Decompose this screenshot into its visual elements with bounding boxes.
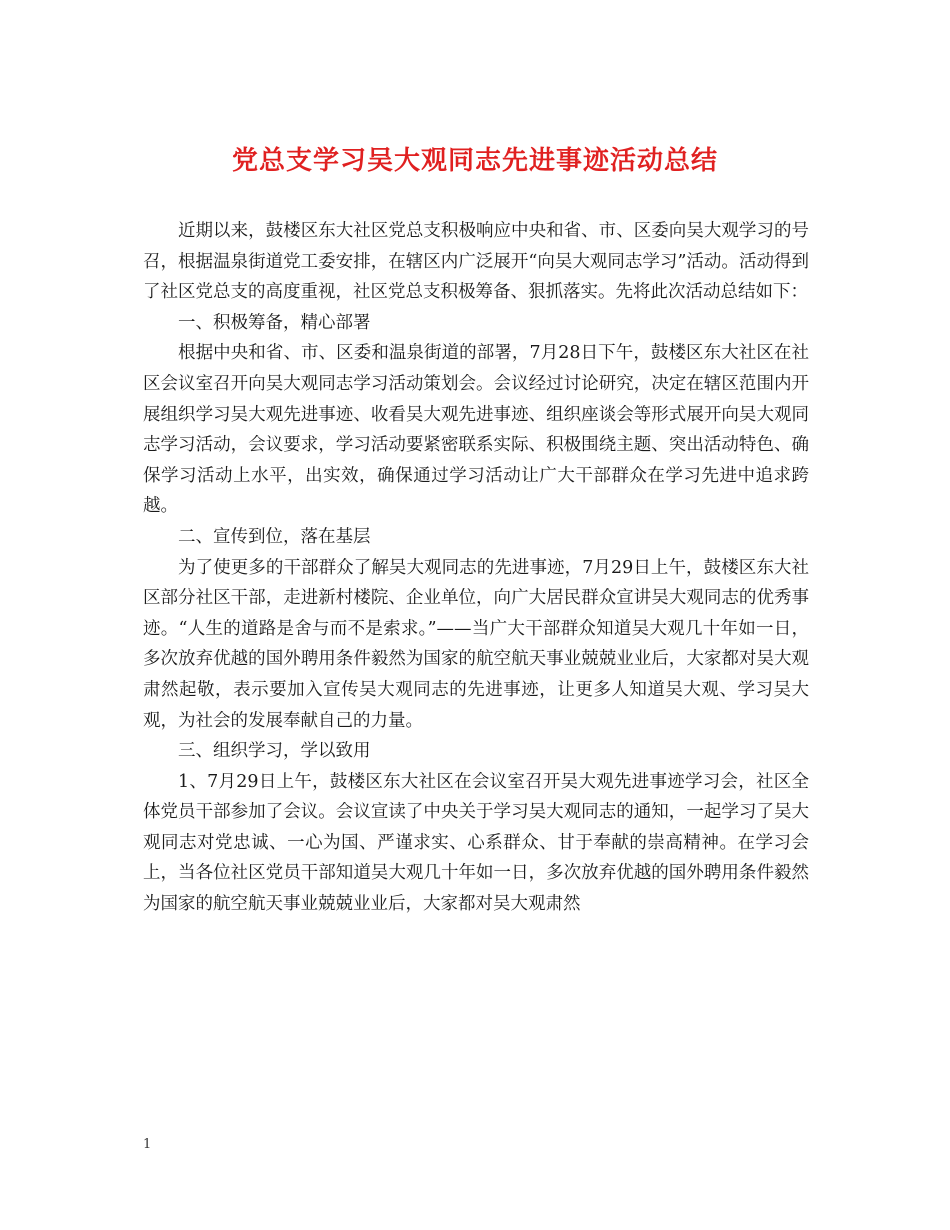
section-heading-1: 一、积极筹备，精心部署 — [178, 312, 371, 333]
document-body — [143, 216, 809, 920]
paragraph-section-2: 为了使更多的干部群众了解吴大观同志的先进事迹，7月29日上午，鼓楼区东大社区部分社区干部，走进新村楼院、企业单位，向广大居民群众宣讲吴大观同志的优秀事迹。“人生的道路是舍与而不是索求。”——当广大干部群众知道吴大观几十年如一日，多次放弃优越的国外聘用条件毅然为国家的航空航天事业兢兢业业后，大家都对吴大观肃然起敬，表示要加入宣传吴大观同志的先进事迹，让更多人知道吴大观、学习吴大观，为社会的发展奉献自己的力量。 — [143, 557, 809, 731]
document-title: 党总支学习吴大观同志先进事迹活动总结 — [231, 146, 718, 176]
paragraph-section-3: 1、7月29日上午，鼓楼区东大社区在会议室召开吴大观先进事迹学习会，社区全体党员干部参加了会议。会议宣读了中央关于学习吴大观同志的通知，一起学习了吴大观同志对党忠诚、一心为国、严谨求实、心系群众、甘于奉献的崇高精神。在学习会上，当各位社区党员干部知道吴大观几十年如一日，多次放弃优越的国外聘用条件毅然为国家的航空航天事业兢兢业业后，大家都对吴大观肃然 — [143, 771, 809, 915]
page-number: 1 — [143, 1137, 152, 1152]
paragraph-intro: 近期以来，鼓楼区东大社区党总支积极响应中央和省、市、区委向吴大观学习的号召，根据温泉街道党工委安排，在辖区内广泛展开“向吴大观同志学习”活动。活动得到了社区党总支的高度重视，社区党总支积极筹备、狠抓落实。先将此次活动总结如下： — [143, 221, 809, 303]
section-heading-3: 三、组织学习，学以致用 — [178, 741, 371, 762]
section-heading-2: 二、宣传到位，落在基层 — [178, 526, 371, 547]
paragraph-section-1: 根据中央和省、市、区委和温泉街道的部署，7月28日下午，鼓楼区东大社区在社区会议室召开向吴大观同志学习活动策划会。会议经过讨论研究，决定在辖区范围内开展组织学习吴大观先进事迹、收看吴大观先进事迹、组织座谈会等形式展开向吴大观同志学习活动，会议要求，学习活动要紧密联系实际、积极围绕主题、突出活动特色、确保学习活动上水平，出实效，确保通过学习活动让广大干部群众在学习先进中追求跨越。 — [143, 343, 809, 517]
